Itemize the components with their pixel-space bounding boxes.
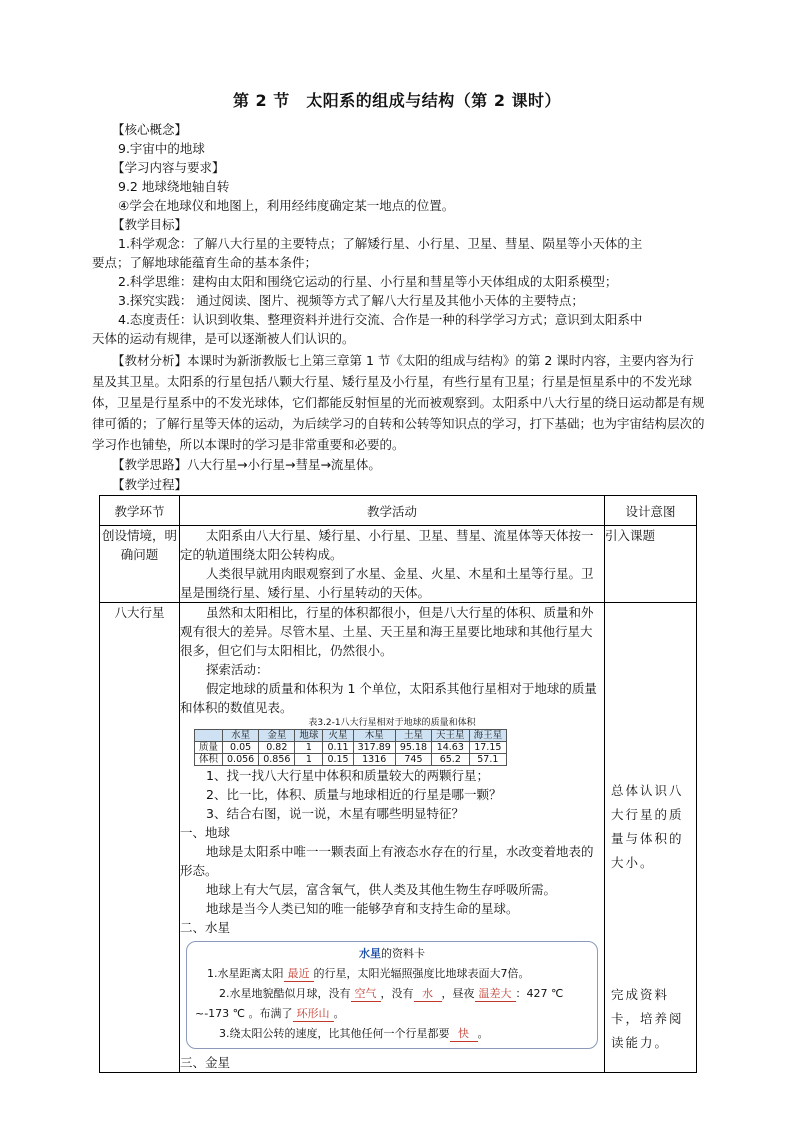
table-cell: 0.11	[323, 742, 353, 754]
card-title-highlight: 水星	[359, 947, 381, 960]
earth-paragraph-2: 地球上有大气层，富含氧气，供人类及其他生物生存呼吸所需。	[206, 882, 557, 897]
table-cell: 0.056	[223, 754, 259, 766]
objective-1-line-2: 要点；了解地球能蕴育生命的基本条件；	[92, 255, 318, 270]
card-text: ，昼夜	[441, 987, 475, 1000]
card-text: 3.绕太阳公转的速度，比其他任何一个行星都要	[219, 1027, 450, 1040]
core-concept-heading: 【核心概念】	[112, 122, 188, 137]
table-cell: 0.15	[323, 754, 353, 766]
explore-paragraph: 假定地球的质量和体积为 1 个单位，太阳系其他行星相对于地球的质量和体积的数值见表。	[180, 681, 597, 715]
planet-col: 水星	[223, 730, 259, 742]
header-stage: 教学环节	[100, 496, 180, 526]
planet-col: 火星	[323, 730, 353, 742]
objective-4-line-2: 天体的运动有规律，是可以逐渐被人们认识的。	[92, 331, 355, 346]
card-text: ~-173 ℃ 。布满了	[195, 1007, 293, 1020]
card-text: ：427 ℃	[515, 987, 564, 1000]
fill-blank-answer: 环形山	[293, 1007, 334, 1022]
earth-paragraph-3: 地球是当今人类已知的唯一能够孕育和支持生命的星球。	[206, 901, 519, 916]
card-title-rest: 的资料卡	[381, 947, 425, 960]
objectives-heading: 【教学目标】	[112, 217, 188, 232]
table-cell: 1316	[353, 754, 395, 766]
page-title: 第 2 节 太阳系的组成与结构（第 2 课时）	[232, 91, 562, 110]
table-cell: 1	[295, 754, 323, 766]
planet-table-row-mass	[195, 742, 507, 754]
planet-col: 天王星	[432, 730, 470, 742]
planets-paragraph: 虽然和太阳相比，行星的体积都很小，但是八大行星的体积、质量和外观有很大的差异。尽管木星、土星、天王星和海王星要比地球和其他行星大很多，但它们与太阳相比，仍然很小。	[180, 605, 594, 658]
fill-blank-answer: 最近	[284, 967, 314, 982]
table-cell: 317.89	[353, 742, 395, 754]
process-heading: 【教学过程】	[112, 477, 188, 492]
table-cell: 0.82	[259, 742, 295, 754]
activity-cell	[180, 526, 605, 603]
objective-1-line-1: 1.科学观念：了解八大行星的主要特点；了解矮行星、小行星、卫星、彗星、陨星等小天体的主	[118, 236, 643, 251]
question-1: 1、找一找八大行星中体积和质量较大的两颗行星；	[206, 768, 489, 783]
card-line-2	[195, 984, 589, 1004]
planet-col: 木星	[353, 730, 395, 742]
intent-text-1: 总体认识八大行星的质量与体积的大小。	[611, 783, 684, 870]
question-3: 3、结合右图，说一说，木星有哪些明显特征？	[206, 806, 464, 821]
card-text: ，没有	[380, 987, 414, 1000]
table-cell: 17.15	[469, 742, 507, 754]
earth-heading: 一、地球	[180, 825, 231, 840]
intro-paragraph-1: 太阳系由八大行星、矮行星、小行星、卫星、彗星、流星体等天体按一定的轨道围绕太阳公转构成。	[180, 528, 594, 562]
card-text: 1.水星距离太阳	[207, 967, 284, 980]
card-text: 的行星，太阳光辐照强度比地球表面大7倍。	[313, 967, 530, 980]
table-cell: 0.05	[223, 742, 259, 754]
card-line-3	[195, 1004, 589, 1024]
planet-col-blank	[195, 730, 223, 742]
row-label: 体积	[195, 754, 223, 766]
intent-text-2: 完成资料卡，培养阅读能力。	[611, 987, 684, 1050]
table-header-row	[100, 496, 697, 526]
planet-col: 金星	[259, 730, 295, 742]
intro-paragraph-2: 人类很早就用肉眼观察到了水星、金星、火星、木星和土星等行星。卫星是围绕行星、矮行星、小行星转动的天体。	[180, 566, 594, 600]
table-cell: 95.18	[395, 742, 431, 754]
card-title	[195, 944, 589, 964]
table-row	[100, 603, 697, 1073]
fill-blank-answer: 水	[414, 987, 442, 1002]
objective-3: 3.探究实践： 通过阅读、图片、视频等方式了解八大行星及其他小天体的主要特点；	[118, 293, 584, 308]
explore-label: 探索活动：	[206, 662, 269, 677]
content-item-1: 9.2 地球绕地轴自转	[118, 179, 230, 194]
core-concept-item: 9.宇宙中的地球	[118, 141, 205, 156]
objective-2: 2.科学思维：建构由太阳和围绕它运动的行星、小行星和彗星等小天体组成的太阳系模型；	[118, 274, 618, 289]
fill-blank-answer: 温差大	[475, 987, 516, 1002]
card-line-4	[195, 1024, 589, 1044]
activity-cell	[180, 603, 605, 1073]
planet-table-caption: 表3.2-1八大行星相对于地球的质量和体积	[308, 718, 476, 728]
table-cell: 1	[295, 742, 323, 754]
earth-paragraph-1: 地球是太阳系中唯一一颗表面上有液态水存在的行星，水改变着地表的形态。	[180, 844, 594, 878]
intent-cell: 引入课题	[605, 526, 697, 603]
card-text: 。	[477, 1027, 489, 1040]
table-cell: 14.63	[432, 742, 470, 754]
card-text: 2.水星地貌酷似月球，没有	[219, 987, 351, 1000]
stage-cell: 八大行星	[100, 603, 180, 1073]
intent-cell	[605, 603, 697, 1073]
table-cell: 0.856	[259, 754, 295, 766]
objective-4-line-1: 4.态度责任：认识到收集、整理资料并进行交流、合作是一种的科学学习方式；意识到太阳系中	[118, 312, 643, 327]
mercury-heading: 二、水星	[180, 920, 231, 935]
planet-col: 土星	[395, 730, 431, 742]
fill-blank-answer: 空气	[351, 987, 381, 1002]
table-row	[100, 526, 697, 603]
header-activity: 教学活动	[180, 496, 605, 526]
planet-data-table	[194, 729, 507, 766]
mercury-info-card	[186, 941, 598, 1049]
card-text: 。	[333, 1007, 345, 1020]
planet-col: 地球	[295, 730, 323, 742]
planet-table-header	[195, 730, 507, 742]
table-cell: 65.2	[432, 754, 470, 766]
planet-col: 海王星	[469, 730, 507, 742]
header-intent: 设计意图	[605, 496, 697, 526]
question-2: 2、比一比，体积、质量与地球相近的行星是哪一颗？	[206, 787, 502, 802]
planet-table-row-volume	[195, 754, 507, 766]
content-heading: 【学习内容与要求】	[112, 160, 225, 175]
table-cell: 57.1	[469, 754, 507, 766]
table-cell: 745	[395, 754, 431, 766]
venus-heading: 三、金星	[180, 1055, 231, 1070]
content-item-2: ④学会在地球仪和地图上，利用经纬度确定某一地点的位置。	[118, 198, 455, 213]
row-label: 质量	[195, 742, 223, 754]
card-line-1	[195, 964, 589, 984]
stage-cell: 创设情境，明确问题	[100, 526, 180, 603]
fill-blank-answer: 快	[450, 1027, 478, 1042]
textbook-analysis: 【教材分析】本课时为新浙教版七上第三章第 1 节《太阳的组成与结构》的第 2 课时内容，主要内容为行星及其卫星。太阳系的行星包括八颗大行星、矮行星及小行星，有些行星有卫星；行星是恒星系中的不发光球体，卫星是行星系中的不发光球体，它们都能反射恒星的光而被观察到。太阳系中八大行星的绕日运动都是有规律可循的；了解行星等天体的运动，为后续学习的自转和公转等知识点的学习，打下基础；也为宇宙结构层次的学习作也铺垫，所以本课时的学习是非常重要和必要的。	[92, 353, 705, 452]
teaching-approach: 【教学思路】八大行星→小行星→彗星→流星体。	[112, 457, 381, 472]
teaching-process-table	[99, 495, 697, 1073]
